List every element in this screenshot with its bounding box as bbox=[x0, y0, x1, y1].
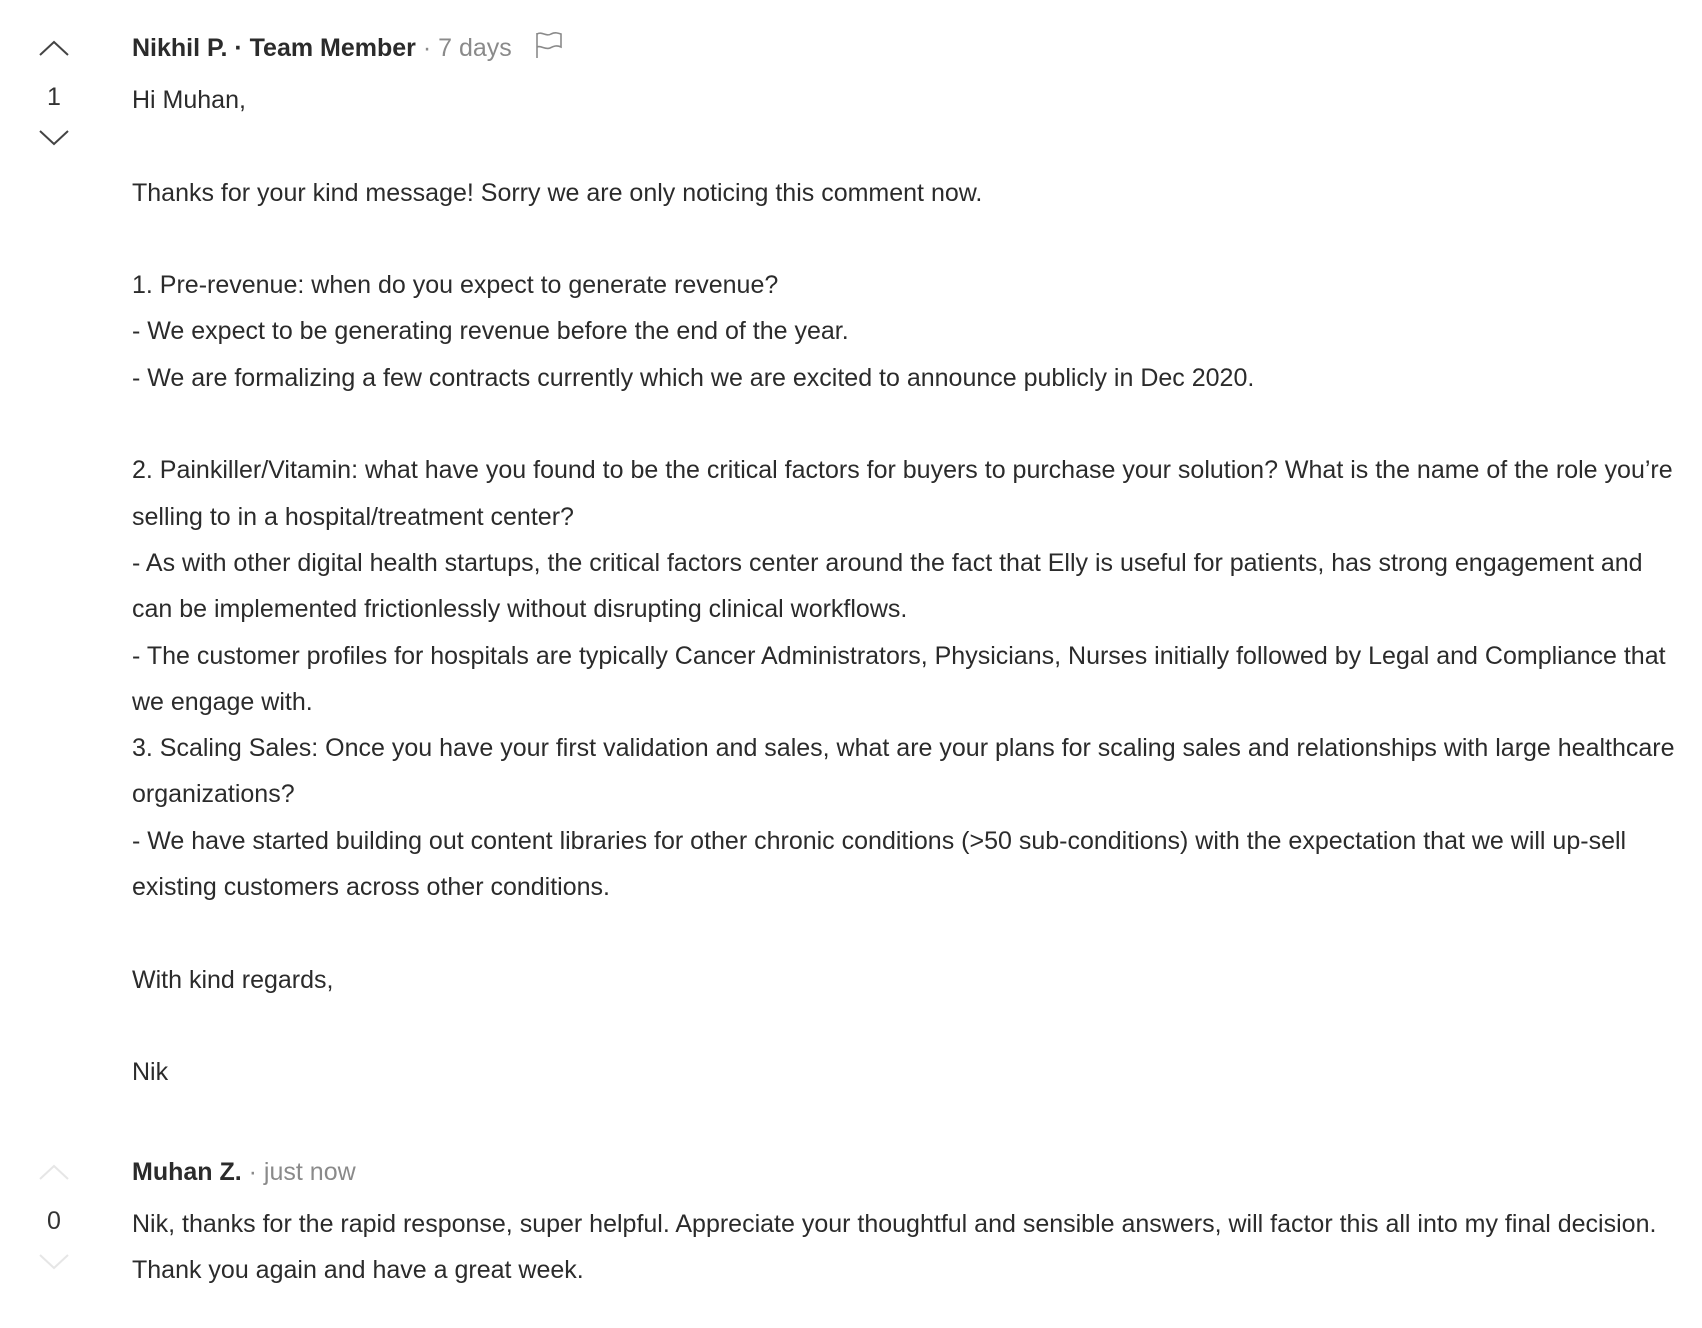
comment-header bbox=[132, 28, 1682, 68]
author-role: Team Member bbox=[249, 34, 416, 62]
comment-paragraph: - The customer profiles for hospitals are typically Cancer Administrators, Physicians, Nurses initially followed by Legal and Compliance that we engage with. bbox=[132, 641, 1666, 716]
chevron-down-icon bbox=[38, 1252, 70, 1272]
upvote-button[interactable] bbox=[22, 1152, 86, 1192]
vote-controls bbox=[22, 1152, 86, 1282]
comment-paragraph: - We expect to be generating revenue before the end of the year. bbox=[132, 317, 849, 346]
comment-paragraph: Nik, thanks for the rapid response, super helpful. Appreciate your thoughtful and sensible answers, will factor this all into my final decision. Thank you again and have a great week. bbox=[132, 1210, 1657, 1285]
comment-paragraph: 3. Scaling Sales: Once you have your first validation and sales, what are your plans for scaling sales and relationships with large healthcare organizations? bbox=[132, 734, 1675, 809]
comment-paragraph: - As with other digital health startups, the critical factors center around the fact that Elly is useful for patients, has strong engagement and can be implemented frictionlessly without disrupting clinical workflows. bbox=[132, 548, 1643, 624]
comment-content bbox=[132, 28, 1682, 1096]
blank-line bbox=[132, 1003, 1682, 1049]
comment-paragraph: - We have started building out content libraries for other chronic conditions (>50 sub-conditions) with the expectation that we will up-sell existing customers across other conditions. bbox=[132, 826, 1627, 902]
vote-count: 0 bbox=[47, 1207, 61, 1235]
comment-paragraph: 2. Painkiller/Vitamin: what have you found to be the critical factors for buyers to purchase your solution? What is the name of the role you’re selling to in a hospital/treatment center? bbox=[132, 456, 1673, 531]
author-name[interactable]: Muhan Z. bbox=[132, 1158, 242, 1186]
comment-body bbox=[132, 1201, 1682, 1294]
blank-line bbox=[132, 910, 1682, 956]
comment-paragraph: Hi Muhan, bbox=[132, 86, 246, 114]
comment-header bbox=[132, 1152, 1682, 1192]
comment-paragraph: Nik bbox=[132, 1058, 169, 1087]
downvote-button[interactable] bbox=[22, 118, 86, 158]
downvote-button[interactable] bbox=[22, 1242, 86, 1282]
vote-controls bbox=[22, 28, 86, 158]
author-name[interactable]: Nikhil P. bbox=[132, 34, 228, 62]
comment-paragraph: Thanks for your kind message! Sorry we are only noticing this comment now. bbox=[132, 178, 983, 207]
comment-paragraph: 1. Pre-revenue: when do you expect to generate revenue? bbox=[132, 271, 779, 300]
comment-time: · 7 days bbox=[415, 34, 512, 62]
flag-icon bbox=[533, 30, 563, 60]
chevron-down-icon bbox=[38, 128, 70, 148]
comment-paragraph: With kind regards, bbox=[132, 965, 334, 994]
vote-count: 1 bbox=[47, 83, 61, 111]
blank-line bbox=[132, 123, 1682, 169]
flag-button[interactable] bbox=[533, 30, 563, 72]
comment-body bbox=[132, 77, 1682, 1096]
chevron-up-icon bbox=[38, 1162, 70, 1182]
role-separator: · bbox=[227, 34, 250, 62]
comment-content bbox=[132, 1152, 1682, 1294]
comment-time: · just now bbox=[241, 1158, 356, 1186]
blank-line bbox=[132, 216, 1682, 262]
upvote-button[interactable] bbox=[22, 28, 86, 68]
blank-line bbox=[132, 401, 1682, 447]
chevron-up-icon bbox=[38, 38, 70, 58]
comment-paragraph: - We are formalizing a few contracts currently which we are excited to announce publicly in Dec 2020. bbox=[132, 363, 1255, 392]
